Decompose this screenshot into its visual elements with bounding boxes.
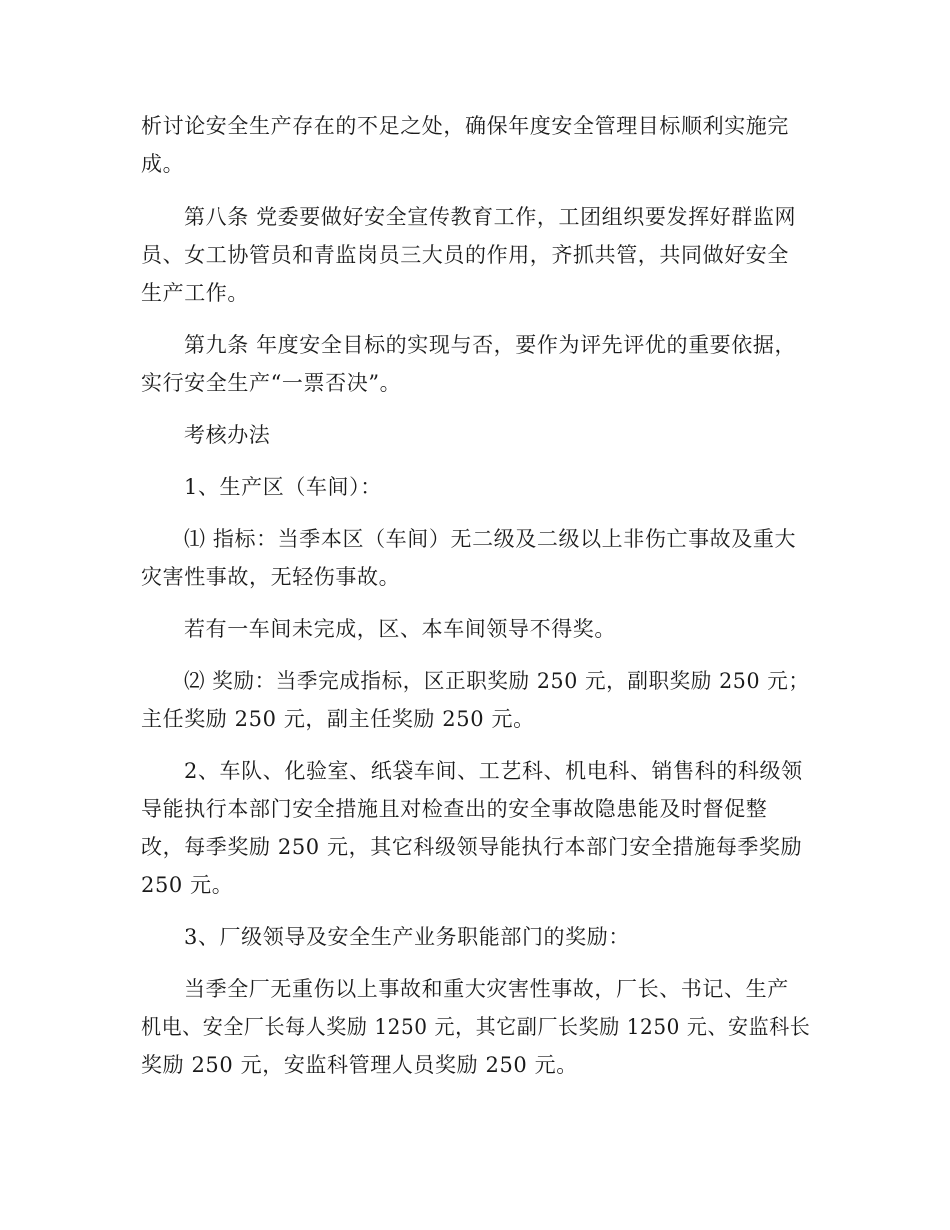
text-line: 改，每季奖励 250 元，其它科级领导能执行本部门安全措施每季奖励 <box>141 835 803 859</box>
text-line: 1、生产区（车间）： <box>184 475 382 499</box>
text-line: 第九条 年度安全目标的实现与否，要作为评先评优的重要依据， <box>184 333 797 357</box>
text-line: 导能执行本部门安全措施且对检查出的安全事故隐患能及时督促整 <box>141 797 768 821</box>
text-line: 奖励 250 元，安监科管理人员奖励 250 元。 <box>141 1053 578 1077</box>
text-line: 实行安全生产“一票否决”。 <box>141 371 402 395</box>
text-line: 析讨论安全生产存在的不足之处，确保年度安全管理目标顺利实施完 <box>141 114 789 138</box>
text-line: 生产工作。 <box>141 281 249 305</box>
text-line: 机电、安全厂长每人奖励 1250 元，其它副厂长奖励 1250 元、安监科长 <box>141 1015 811 1039</box>
text-line: 灾害性事故，无轻伤事故。 <box>141 565 401 589</box>
text-line: ⑵ 奖励：当季完成指标，区正职奖励 250 元，副职奖励 250 元； <box>184 669 810 693</box>
text-line: 主任奖励 250 元，副主任奖励 250 元。 <box>141 707 535 731</box>
text-line: 当季全厂无重伤以上事故和重大灾害性事故，厂长、书记、生产 <box>184 977 789 1001</box>
text-line: 员、女工协管员和青监岗员三大员的作用，齐抓共管，共同做好安全 <box>141 243 789 267</box>
text-line: 2、车队、化验室、纸袋车间、工艺科、机电科、销售科的科级领 <box>184 759 803 783</box>
text-line: 3、厂级领导及安全生产业务职能部门的奖励： <box>184 925 630 949</box>
text-line: 第八条 党委要做好安全宣传教育工作，工团组织要发挥好群监网 <box>184 205 797 229</box>
text-line: ⑴ 指标：当季本区（车间）无二级及二级以上非伤亡事故及重大 <box>184 527 797 551</box>
text-line: 若有一车间未完成，区、本车间领导不得奖。 <box>184 617 616 641</box>
text-line: 250 元。 <box>141 873 234 897</box>
section-heading: 考核办法 <box>184 423 271 447</box>
text-line: 成。 <box>141 152 185 176</box>
